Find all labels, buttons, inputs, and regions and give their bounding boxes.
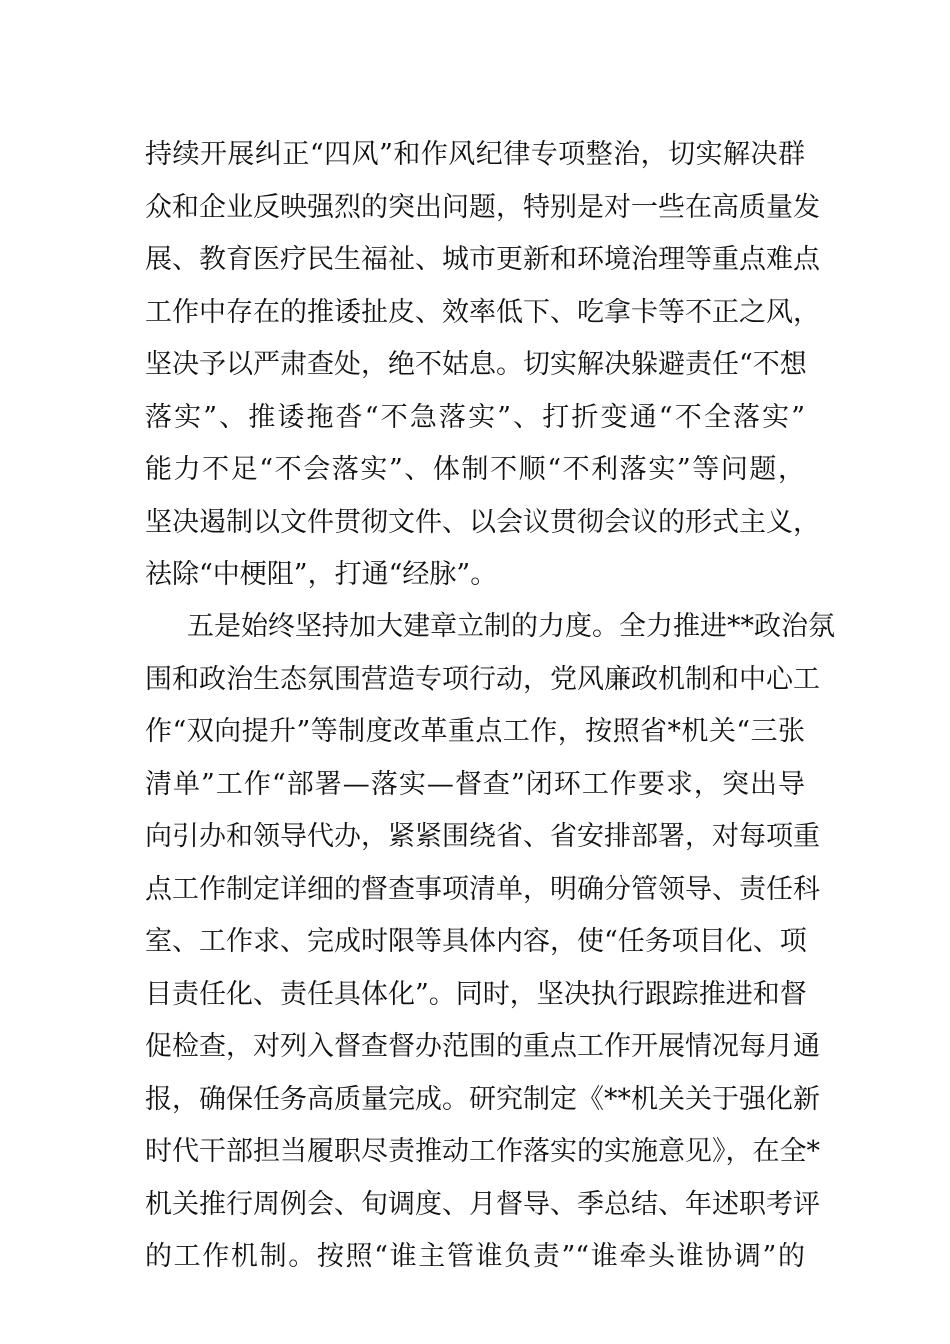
paragraph-line: 祛除“中梗阻”，打通“经脉”。 (145, 559, 498, 590)
paragraph-line: 展、教育医疗民生福祉、城市更新和环境治理等重点难点 (145, 244, 820, 275)
paragraph-line: 目责任化、责任具体化”。同时，坚决执行跟踪推进和督 (145, 978, 807, 1010)
paragraph-line: 报，确保任务高质量完成。研究制定《**机关关于强化新 (145, 1083, 820, 1115)
paragraph-line: 室、工作求、完成时限等具体内容，使“任务项目化、项 (145, 926, 807, 957)
paragraph-line: 清单”工作“部署—落实—督查”闭环工作要求，突出导 (145, 768, 805, 800)
paragraph-line: 促检查，对列入督查督办范围的重点工作开展情况每月通 (145, 1031, 820, 1062)
paragraph-line: 持续开展纠正“四风”和作风纪律专项整治，切实解决群 (145, 139, 805, 170)
paragraph-line: 机关推行周例会、旬调度、月督导、季总结、年述职考评 (145, 1188, 820, 1220)
paragraph-line: 坚决予以严肃查处，绝不姑息。切实解决躲避责任“不想 (145, 349, 807, 380)
paragraph-line: 落实”、推诿拖沓“不急落实”、打折变通“不全落实” (145, 401, 805, 433)
paragraph-line: 能力不足“不会落实”、体制不顺“不利落实”等问题， (145, 454, 805, 485)
paragraph-line: 的工作机制。按照“谁主管谁负责”“谁牵头谁协调”的 (145, 1241, 805, 1272)
paragraph-line: 点工作制定详细的督查事项清单，明确分管领导、责任科 (145, 873, 820, 905)
paragraph-2 (145, 601, 835, 1284)
paragraph-line: 坚决遏制以文件贯彻文件、以会议贯彻会议的形式主义， (145, 506, 820, 538)
paragraph-line: 众和企业反映强烈的突出问题，特别是对一些在高质量发 (145, 191, 820, 223)
paragraph-line: 作“双向提升”等制度改革重点工作，按照省*机关“三张 (145, 716, 805, 747)
paragraph-line: 五是始终坚持加大建章立制的力度。全力推进**政治氛 (187, 611, 835, 642)
paragraph-line: 时代干部担当履职尽责推动工作落实的实施意见》，在全* (145, 1136, 820, 1167)
paragraph-line: 工作中存在的推诿扯皮、效率低下、吃拿卡等不正之风， (145, 296, 820, 328)
paragraph-line: 向引办和领导代办，紧紧围绕省、省安排部署，对每项重 (145, 821, 820, 852)
paragraph-line: 围和政治生态氛围营造专项行动，党风廉政机制和中心工 (145, 663, 820, 695)
paragraph-1 (145, 129, 820, 602)
